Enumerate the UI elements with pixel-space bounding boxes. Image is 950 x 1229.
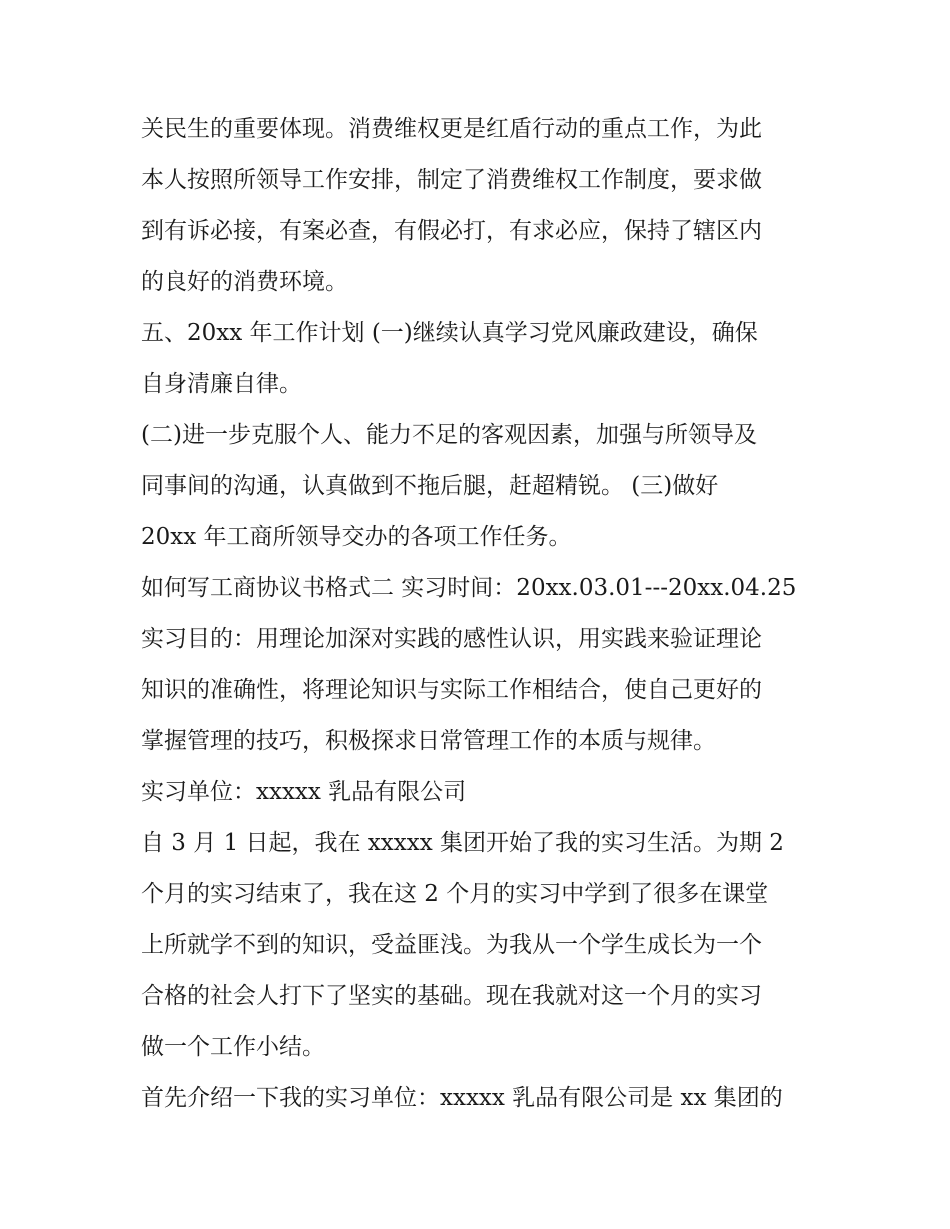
text-line: 本人按照所领导工作安排，制定了消费维权工作制度，要求做 <box>141 167 762 193</box>
text-line: 如何写工商协议书格式二 实习时间：20xx.03.01---20xx.04.25 <box>141 575 797 601</box>
text-line: 20xx 年工商所领导交办的各项工作任务。 <box>141 524 572 550</box>
text-line: 自 3 月 1 日起，我在 xxxxx 集团开始了我的实习生活。为期 2 <box>141 830 784 856</box>
text-line: 合格的社会人打下了坚实的基础。现在我就对这一个月的实习 <box>141 983 762 1009</box>
text-line: 实习单位：xxxxx 乳品有限公司 <box>141 779 467 805</box>
text-line: 首先介绍一下我的实习单位：xxxxx 乳品有限公司是 xx 集团的 <box>141 1085 783 1111</box>
text-line: 掌握管理的技巧，积极探求日常管理工作的本质与规律。 <box>141 728 716 754</box>
text-line: 实习目的：用理论加深对实践的感性认识，用实践来验证理论 <box>141 626 762 652</box>
text-line: 到有诉必接，有案必查，有假必打，有求必应，保持了辖区内 <box>141 218 762 244</box>
text-line: 关民生的重要体现。消费维权更是红盾行动的重点工作，为此 <box>141 116 762 142</box>
text-line: 自身清廉自律。 <box>141 371 302 397</box>
text-line: 做一个工作小结。 <box>141 1034 325 1060</box>
text-line: 同事间的沟通，认真做到不拖后腿，赶超精锐。 (三)做好 <box>141 473 719 499</box>
text-line: 上所就学不到的知识，受益匪浅。为我从一个学生成长为一个 <box>141 932 762 958</box>
text-line: 个月的实习结束了，我在这 2 个月的实习中学到了很多在课堂 <box>141 881 769 907</box>
text-line: 知识的准确性，将理论知识与实际工作相结合，使自己更好的 <box>141 677 762 703</box>
text-line: 的良好的消费环境。 <box>141 269 348 295</box>
text-line: 五、20xx 年工作计划 (一)继续认真学习党风廉政建设，确保 <box>141 320 758 346</box>
text-line: (二)进一步克服个人、能力不足的客观因素，加强与所领导及 <box>141 422 757 448</box>
document-body <box>141 104 821 1124</box>
